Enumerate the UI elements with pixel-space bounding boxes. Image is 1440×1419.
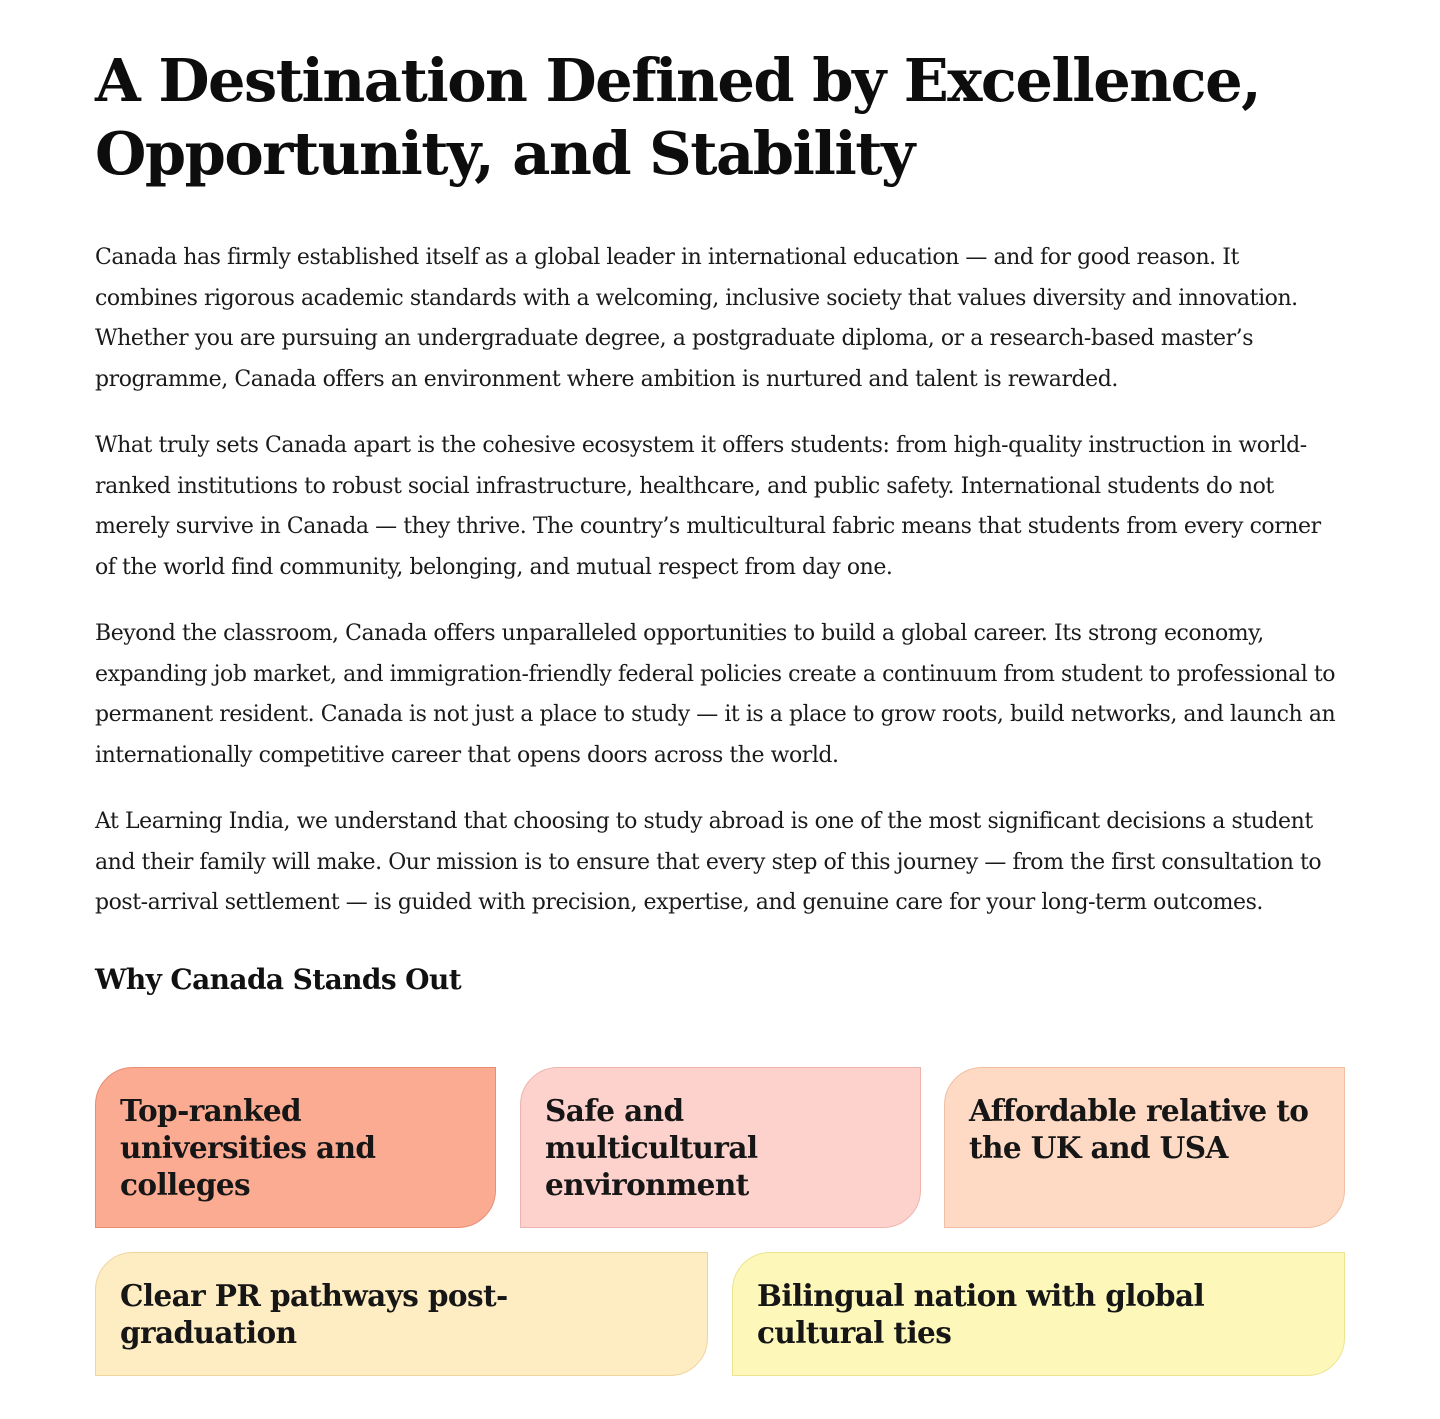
paragraph-intro: Canada has firmly established itself as a global leader in international education — and for good reason. It combines rigorous academic standards with a welcoming, inclusive society that values diversity and innovation. Whether you are pursuing an undergraduate degree, a postgraduate diploma, or a research-based master’s programme, Canada offers an environment where ambition is nurtured and talent is rewarded. [95, 245, 1298, 392]
highlight-card-label: Safe and multicultural environment [545, 1093, 758, 1202]
body-copy [95, 238, 1345, 924]
highlight-card [732, 1252, 1345, 1376]
paragraph-mission: At Learning India, we understand that choosing to study abroad is one of the most significant decisions a student and their family will make. Our mission is to ensure that every step of this journey — from the first consultation to post-arrival settlement — is guided with precision, expertise, and genuine care for your long-term outcomes. [95, 809, 1322, 915]
paragraph-career: Beyond the classroom, Canada offers unparalleled opportunities to build a global career. Its strong economy, expanding job market, and immigration-friendly federal policies create a continuum from student to professional to permanent resident. Canada is not just a place to study — it is a place to grow roots, build networks, and launch an internationally competitive career that opens doors across the world. [95, 621, 1336, 768]
page-title: A Destination Defined by Excellence, Opportunity, and Stability [95, 46, 1261, 188]
highlight-card [95, 1252, 708, 1376]
section-heading: Why Canada Stands Out [95, 962, 462, 996]
paragraph-ecosystem: What truly sets Canada apart is the cohesive ecosystem it offers students: from high-quality instruction in world-ranked institutions to robust social infrastructure, healthcare, and public safety. International students do not merely survive in Canada — they thrive. The country’s multicultural fabric means that students from every corner of the world find community, belonging, and mutual respect from day one. [95, 433, 1321, 580]
highlight-card [520, 1067, 921, 1228]
highlight-card-label: Bilingual nation with global cultural ties [757, 1278, 1205, 1350]
highlight-card-label: Clear PR pathways post-graduation [120, 1278, 508, 1350]
highlight-card-label: Top-ranked universities and colleges [120, 1093, 376, 1202]
highlight-cards [95, 1067, 1345, 1377]
highlight-card [944, 1067, 1345, 1228]
highlight-card-label: Affordable relative to the UK and USA [969, 1093, 1309, 1165]
highlight-card [95, 1067, 496, 1228]
